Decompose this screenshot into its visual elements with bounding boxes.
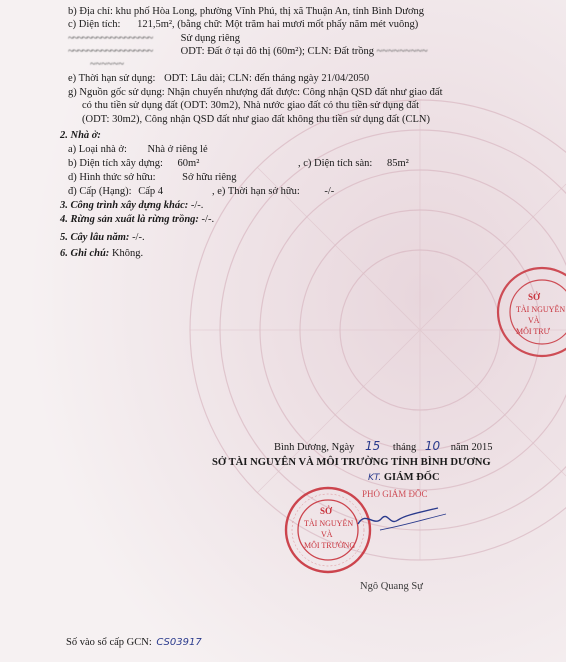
date-month: 10 [424, 439, 441, 453]
origin-line3: (ODT: 30m2), Công nhận QSD đất như giao đất không thu tiền sử dụng đất (CLN) [82, 114, 430, 125]
area-label: c) Diện tích: [68, 19, 121, 30]
blurred-label: ~~~~~~~~~~~~~~~~~~ [68, 33, 153, 44]
origin-line2: có thu tiền sử dụng đất (ODT: 30m2), Nhà nước giao đất có thu tiền sử dụng đất [82, 100, 420, 111]
year-label: năm 2015 [450, 442, 493, 453]
duration-value: ODT: Lâu dài; CLN: đến tháng ngày 21/04/2050 [164, 73, 370, 84]
grade-value: Cấp 4 [138, 186, 163, 197]
floor-area-value: 85m² [386, 158, 409, 169]
section4-value: -/-. [201, 214, 215, 225]
term-value: -/- [324, 186, 335, 197]
term-row [212, 185, 334, 198]
purpose-row [68, 45, 428, 58]
section5-row [60, 231, 145, 244]
svg-text:VÀ: VÀ [321, 530, 333, 539]
month-label: tháng [392, 442, 417, 453]
svg-text:MÔI TRƯ: MÔI TRƯ [516, 327, 550, 336]
section3-value: -/-. [190, 200, 204, 211]
floor-area-label: , c) Diện tích sàn: [298, 158, 373, 169]
build-area-row [68, 157, 199, 170]
blurred-continuation: ~~~~~~ [90, 59, 125, 70]
use-form-row [68, 32, 240, 45]
floor-area-row [298, 157, 409, 170]
svg-text:TÀI NGUYÊN: TÀI NGUYÊN [516, 305, 566, 314]
section3-row [60, 199, 203, 212]
section6-row [60, 247, 143, 260]
registration-row [66, 636, 202, 649]
signer-name: Ngô Quang Sự [360, 581, 423, 592]
svg-text:SỞ: SỞ [320, 506, 333, 516]
section4-label: 4. Rừng sản xuất là rừng trồng: [60, 214, 199, 225]
authority-name: SỞ TÀI NGUYÊN VÀ MÔI TRƯỜNG TỈNH BÌNH DƯƠNG [212, 457, 491, 468]
use-form-value: Sử dụng riêng [180, 33, 240, 44]
section4-row [60, 213, 214, 226]
address-label: b) Địa chỉ: [68, 6, 113, 17]
date-prefix: Bình Dương, Ngày [274, 442, 355, 453]
origin-line1: Nhận chuyển nhượng đất được: Công nhận QSD đất như giao đất [167, 87, 443, 98]
date-line [274, 440, 492, 454]
svg-text:MÔI TRƯỜNG: MÔI TRƯỜNG [304, 541, 356, 550]
section3-label: 3. Công trình xây dựng khác: [60, 200, 189, 211]
duration-label: e) Thời hạn sử dụng: [68, 73, 156, 84]
position-row [368, 471, 440, 485]
side-seal [488, 264, 566, 360]
build-area-value: 60m² [177, 158, 200, 169]
house-type-row [68, 143, 208, 156]
ownership-value: Sở hữu riêng [182, 172, 237, 183]
area-row [68, 18, 418, 31]
ownership-row [68, 171, 237, 184]
term-label: , e) Thời hạn sở hữu: [212, 186, 300, 197]
duration-row [68, 72, 369, 85]
section2-heading: 2. Nhà ở: [60, 130, 101, 141]
handwritten-signature [352, 500, 452, 540]
registration-value: CS03917 [156, 637, 202, 648]
section6-value: Không. [111, 248, 144, 259]
grade-label: đ) Cấp (Hạng): [68, 186, 132, 197]
address-row [68, 5, 424, 18]
address-value: khu phố Hòa Long, phường Vĩnh Phú, thị xã Thuận An, tỉnh Bình Dương [115, 6, 425, 17]
section5-value: -/-. [132, 232, 145, 243]
house-type-value: Nhà ở riêng lẻ [147, 144, 208, 155]
grade-row [68, 185, 163, 198]
origin-row [68, 86, 443, 99]
purpose-value: ODT: Đất ở tại đô thị (60m²); CLN: Đất trồng [180, 46, 374, 57]
svg-text:SỞ: SỞ [528, 292, 541, 302]
house-type-label: a) Loại nhà ở: [68, 144, 127, 155]
registration-label: Số vào sổ cấp GCN: [66, 637, 152, 648]
blurred-text: ~~~~~~~~~ [376, 46, 428, 57]
build-area-label: b) Diện tích xây dựng: [68, 158, 163, 169]
svg-text:TÀI NGUYÊN: TÀI NGUYÊN [304, 519, 354, 528]
section6-label: 6. Ghi chú: [60, 248, 110, 259]
kt-prefix: KT. [368, 473, 382, 483]
date-day: 15 [365, 439, 381, 453]
area-value: 121,5m², (bằng chữ: Một trăm hai mươi mốt phẩy năm mét vuông) [137, 19, 419, 30]
position-title: GIÁM ĐỐC [383, 472, 440, 483]
ownership-label: d) Hình thức sở hữu: [68, 172, 156, 183]
deputy-title: PHÓ GIÁM ĐỐC [362, 489, 428, 499]
svg-text:VÀ: VÀ [528, 316, 540, 325]
blurred-label: ~~~~~~~~~~~~~~~~~~ [68, 46, 153, 57]
origin-label: g) Nguồn gốc sử dụng: [68, 87, 165, 98]
section5-label: 5. Cây lâu năm: [60, 232, 130, 243]
